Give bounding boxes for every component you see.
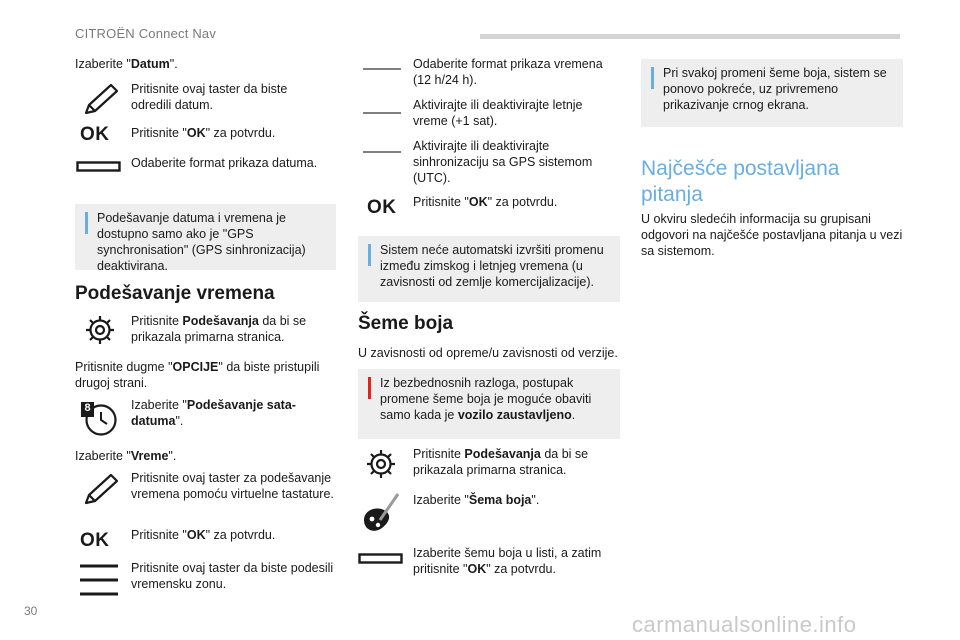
step-gps-sync: Aktivirajte ili deaktivirajte sinhronizaciju sa GPS sistemom (UTC).	[413, 139, 593, 185]
step-ok-gps: Pritisnite "OK" za potvrdu.	[413, 195, 558, 209]
options-instruction: Pritisnite dugme "OPCIJE" da biste pristupili drugoj strani.	[75, 360, 320, 390]
step-clock-settings: Izaberite "Podešavanje sata-datuma".	[131, 398, 296, 428]
step-select-scheme: Izaberite "Šema boja".	[413, 493, 540, 507]
step-ok-date: Pritisnite "OK" za potvrdu.	[131, 126, 276, 140]
step-ok-time: Pritisnite "OK" za potvrdu.	[131, 528, 276, 542]
step-settings-color: Pritisnite Podešavanja da bi se prikazala primarna stranica.	[413, 447, 589, 477]
rectangle-toggle-icon[interactable]	[358, 552, 404, 566]
palette-brush-icon[interactable]	[360, 490, 404, 536]
clock-badge: 8	[84, 402, 91, 414]
info-bar-icon	[85, 212, 88, 234]
page-header-title: CITROËN Connect Nav	[75, 26, 217, 41]
step-format-date: Odaberite format prikaza datuma.	[131, 156, 318, 170]
faq-body: U okviru sledećih informacija su grupisani odgovori na najčešće postavljana pitanja u vezi sa sistemom.	[641, 212, 903, 258]
ok-icon[interactable]: OK	[367, 197, 397, 218]
info-bar-icon	[368, 244, 371, 266]
info-bar-icon	[651, 67, 654, 89]
ok-icon[interactable]: OK	[80, 124, 110, 145]
step-settings: Pritisnite Podešavanja da bi se prikazala primarna stranica.	[131, 314, 307, 344]
intro-select-date: Izaberite "Datum".	[75, 57, 178, 71]
warning-bar-icon	[368, 377, 371, 399]
slider-line-icon[interactable]	[362, 66, 402, 72]
ok-icon[interactable]: OK	[80, 530, 110, 551]
slider-line-icon[interactable]	[362, 110, 402, 116]
heading-time-settings: Podešavanje vremena	[75, 283, 275, 304]
info-note-date-time: Podešavanje datuma i vremena je dostupno samo ako je "GPS synchronisation" (GPS sinhronizacija) deaktivirana.	[75, 204, 336, 270]
step-pencil-time: Pritisnite ovaj taster za podešavanje vremena pomoću virtuelne tastature.	[131, 471, 334, 501]
pencil-icon[interactable]	[80, 82, 120, 118]
step-format-time: Odaberite format prikaza vremena (12 h/24 h).	[413, 57, 603, 87]
gear-icon[interactable]	[364, 447, 398, 481]
info-note-restart: Pri svakoj promeni šeme boja, sistem se ponovo pokreće, uz privremeno prikazivanje crnog ekrana.	[641, 59, 903, 127]
step-summer-time: Aktivirajte ili deaktivirajte letnje vreme (+1 sat).	[413, 98, 583, 128]
color-schemes-intro: U zavisnosti od opreme/u zavisnosti od verzije.	[358, 346, 618, 360]
pencil-icon[interactable]	[80, 472, 120, 508]
warning-note-color-scheme: Iz bezbednosnih razloga, postupak promene šeme boja je moguće obaviti samo kada je vozilo zaustavljeno.	[358, 369, 620, 439]
heading-color-schemes: Šeme boja	[358, 313, 454, 334]
step-pencil-date: Pritisnite ovaj taster da biste odredili datum.	[131, 82, 288, 112]
header-rule	[480, 34, 900, 39]
slider-line-icon[interactable]	[362, 149, 402, 155]
step-timezone: Pritisnite ovaj taster da biste podesili vremensku zonu.	[131, 561, 334, 591]
select-time: Izaberite "Vreme".	[75, 449, 177, 463]
heading-faq: Najčešće postavljana pitanja	[641, 157, 840, 206]
gear-icon[interactable]	[83, 313, 117, 347]
menu-list-icon[interactable]	[78, 562, 120, 598]
info-note-summer-time: Sistem neće automatski izvršiti promenu između zimskog i letnjeg vremena (u zavisnosti od zemlje komercijalizacije).	[358, 236, 620, 302]
rectangle-toggle-icon[interactable]	[76, 160, 122, 174]
page-number: 30	[24, 604, 38, 618]
watermark: carmanualsonline.info	[632, 612, 857, 637]
step-choose-scheme: Izaberite šemu boja u listi, a zatim pritisnite "OK" za potvrdu.	[413, 546, 602, 576]
